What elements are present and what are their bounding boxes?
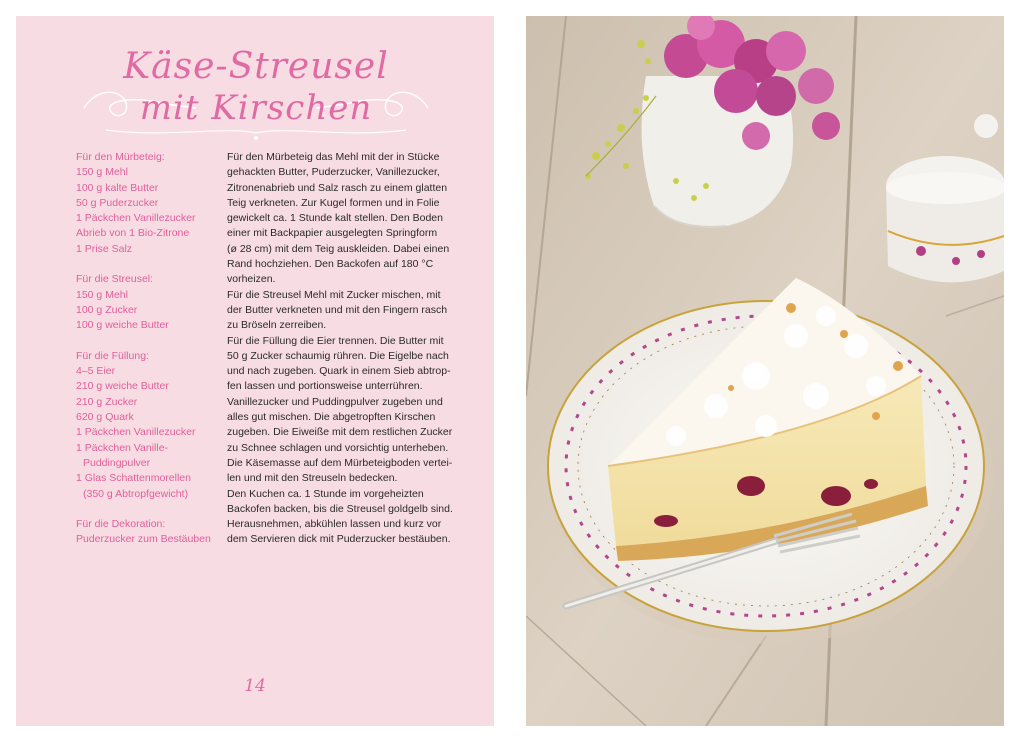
method-line: Für die Streusel Mehl mit Zucker mischen, mit [227,288,441,301]
method-line: der Butter verkneten und mit den Fingern rasch [227,303,448,316]
ingredient-item: 1 Prise Salz [76,242,133,255]
ingredient-group-dekoration [76,517,226,548]
method-line: len und mit den Streuseln bedecken. [227,472,398,485]
method-line: Zitronenabrieb und Salz rasch zu einem glatten [227,181,448,194]
ingredient-group-streusel [76,272,226,333]
method-line: (ø 28 cm) mit dem Teig auskleiden. Dabei einen [227,242,450,255]
ingredient-item: (350 g Abtropfgewicht) [83,487,189,500]
method-line: zu Bröseln zerreiben. [227,319,327,332]
ingredient-item: 100 g weiche Butter [76,319,169,332]
cheesecake-photo-illustration [526,16,1004,726]
ingredient-group-fuellung [76,349,226,502]
ingredient-heading: Für die Dekoration: [76,518,166,531]
ingredient-item: 100 g Zucker [76,303,138,316]
method-line: 50 g Zucker schaumig rühren. Die Eigelbe nach [227,349,449,362]
title-line-2: mit Kirschen [139,88,373,128]
ingredient-item: 620 g Quark [76,411,134,424]
ingredient-group-muerbeteig [76,150,226,257]
page-number: 14 [244,676,266,696]
method-line: Vanillezucker und Puddingpulver zugeben und [227,395,443,408]
cheesecake-photo [526,16,1004,726]
ingredient-item: 210 g weiche Butter [76,380,169,393]
method-line: fen lassen und portionsweise unterrühren. [227,380,423,393]
ingredient-item: 210 g Zucker [76,395,138,408]
method-line: Für den Mürbeteig das Mehl mit der in Stücke [227,151,440,163]
method-line: zu Schnee schlagen und vorsichtig unterheben. [227,441,449,454]
ingredient-item: 1 Päckchen Vanille- [76,441,169,454]
method-line: Den Kuchen ca. 1 Stunde im vorgeheizten [227,487,424,500]
ingredient-item: 100 g kalte Butter [76,181,159,194]
method-line: einer mit Backpapier ausgelegten Springform [227,227,438,240]
method-line: gewickelt ca. 1 Stunde kalt stellen. Den Boden [227,212,443,225]
method-line: vorheizen. [227,273,276,286]
recipe-title [76,38,436,148]
ingredient-item: 150 g Mehl [76,166,128,179]
ingredient-item: 1 Päckchen Vanillezucker [76,212,196,225]
ingredient-item: Abrieb von 1 Bio-Zitrone [76,227,190,240]
method-line: Die Käsemasse auf dem Mürbeteigboden vertei- [227,456,453,469]
method-line: Herausnehmen, abkühlen lassen und kurz vor [227,518,442,531]
ingredient-list [76,150,226,563]
ingredient-heading: Für die Füllung: [76,349,149,362]
ingredient-item: 50 g Puderzucker [76,196,159,209]
method-line: alles gut mischen. Die abgetropften Kirschen [227,411,436,424]
ingredient-item: Puderzucker zum Bestäuben [76,533,211,546]
method-line: Teig verkneten. Zur Kugel formen und in Folie [227,196,440,209]
title-line-1: Käse-Streusel [123,46,389,87]
method-line: gehackten Butter, Puderzucker, Vanillezucker, [227,166,440,179]
ingredient-heading: Für den Mürbeteig: [76,151,165,163]
method-line: dem Servieren dick mit Puderzucker bestäuben. [227,533,451,546]
ingredient-item: 4–5 Eier [76,365,116,378]
method-text [227,150,457,548]
ingredient-heading: Für die Streusel: [76,273,154,286]
ingredient-item: 1 Glas Schattenmorellen [76,472,191,485]
ingredient-item: 150 g Mehl [76,288,128,301]
method-line: Rand hochziehen. Den Backofen auf 180 °C [227,258,434,271]
method-line: Backofen backen, bis die Streusel goldgelb sind. [227,502,453,515]
recipe-page [16,16,494,726]
method-line: Für die Füllung die Eier trennen. Die Butter mit [227,334,444,347]
ingredient-item: 1 Päckchen Vanillezucker [76,426,196,439]
method-line: und nach zugeben. Quark in einem Sieb abtrop- [227,365,451,378]
ingredient-item: Puddingpulver [83,456,151,469]
method-line: zugeben. Die Eiweiße mit dem restlichen Zucker [227,426,453,439]
